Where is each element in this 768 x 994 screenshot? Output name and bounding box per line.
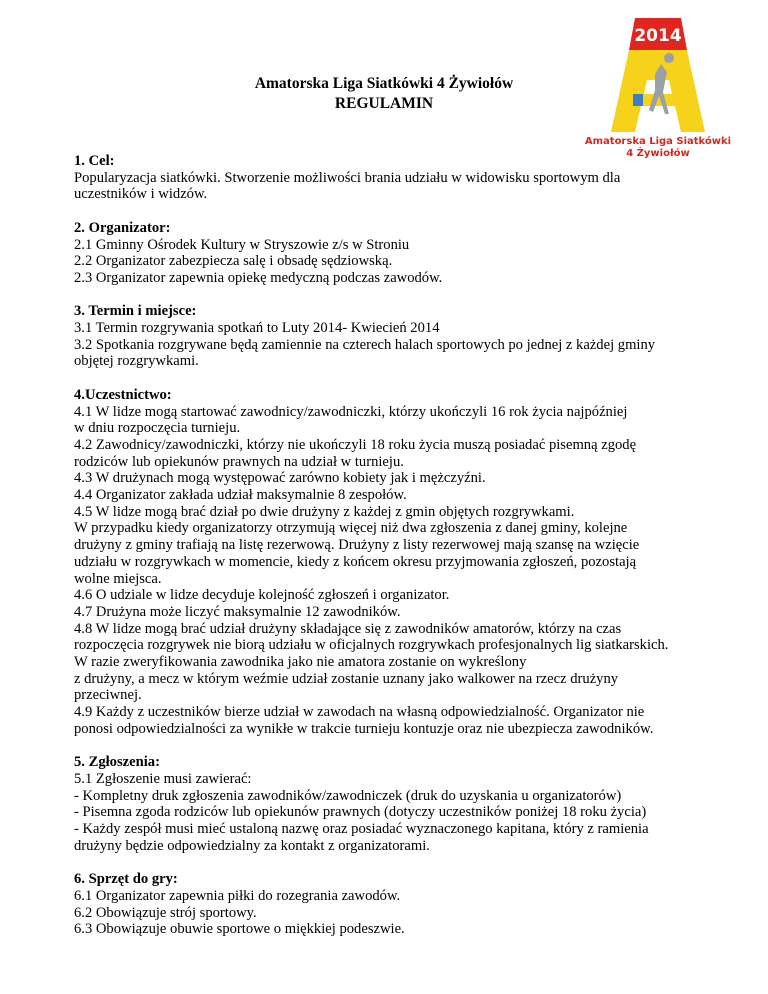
section-line: 6.1 Organizator zapewnia piłki do rozegrania zawodów. (74, 887, 401, 904)
document-subtitle: REGULAMIN (334, 95, 434, 112)
section-line: 4.7 Drużyna może liczyć maksymalnie 12 zawodników. (74, 603, 401, 620)
section-line: 6.2 Obowiązuje strój sportowy. (74, 904, 257, 921)
section-line: 2.3 Organizator zapewnia opiekę medyczną podczas zawodów. (74, 269, 443, 286)
section-line: przeciwnej. (74, 687, 142, 704)
logo-caption-line1: Amatorska Liga Siatkówki (584, 136, 732, 147)
section-line: 3.2 Spotkania rozgrywane będą zamiennie na czterech halach sportowych po jednej z każdej gminy (74, 336, 656, 353)
section-line: 4.1 W lidze mogą startować zawodnicy/zawodniczki, którzy ukończyli 16 rok życia najpóźniej (74, 403, 628, 420)
section-line: udziału w rozgrywkach w momencie, kiedy z końcem okresu przyjmowania zgłoszeń, pozostają (74, 553, 637, 570)
league-logo-graphic (583, 14, 733, 138)
section-title: 3. Termin i miejsce: (74, 303, 197, 320)
section-line: uczestników i widzów. (74, 186, 208, 203)
section-title: 4.Uczestnictwo: (74, 386, 172, 403)
section-line: 4.5 W lidze mogą brać dział po dwie drużyny z każdej z gmin objętych rozgrywkami. (74, 503, 575, 520)
section-line: 5.1 Zgłoszenie musi zawierać: (74, 770, 252, 787)
section-zgloszenia (74, 754, 724, 854)
section-line: 4.2 Zawodnicy/zawodniczki, którzy nie ukończyli 18 roku życia muszą posiadać pisemną zgodę (74, 436, 637, 453)
section-line: - Kompletny druk zgłoszenia zawodników/zawodniczek (druk do uzyskania u organizatorów) (74, 787, 622, 804)
section-line: rozpoczęcia rozgrywek nie biorą udziału w oficjalnych rozgrywkach profesjonalnych lig siatkarskich. (74, 637, 669, 654)
section-line: 2.1 Gminny Ośrodek Kultury w Stryszowie z/s w Stroniu (74, 236, 410, 253)
section-line: z drużyny, a mecz w którym weźmie udział zostanie uznany jako walkower na rzecz drużyny (74, 670, 619, 687)
section-line: 2.2 Organizator zabezpiecza salę i obsadę sędziowską. (74, 253, 393, 270)
document-title: Amatorska Liga Siatkówki 4 Żywiołów (254, 75, 514, 92)
section-line: 3.1 Termin rozgrywania spotkań to Luty 2014- Kwiecień 2014 (74, 320, 440, 336)
section-uczestnictwo (74, 387, 724, 738)
section-title: 2. Organizator: (74, 219, 171, 236)
section-termin (74, 303, 724, 370)
section-line: 6.3 Obowiązuje obuwie sportowe o miękkiej podeszwie. (74, 921, 405, 938)
section-line: - Każdy zespół musi mieć ustaloną nazwę oraz posiadać wyznaczonego kapitana, który z ramienia (74, 821, 649, 838)
section-line: 4.8 W lidze mogą brać udział drużyny składające się z zawodników amatorów, którzy na czas (74, 620, 622, 637)
section-line: W razie zweryfikowania zawodnika jako nie amatora zostanie on wykreślony (74, 654, 527, 671)
logo-caption-line2: 4 Żywiołów (626, 148, 690, 159)
section-title: 5. Zgłoszenia: (74, 754, 160, 771)
section-line: w dniu rozpoczęcia turnieju. (74, 420, 241, 437)
section-line: drużyny z gminy trafiają na listę rezerwową. Drużyny z listy rezerwowej mają szansę na wzięcie (74, 537, 640, 554)
section-line: - Pisemna zgoda rodziców lub opiekunów prawnych (dotyczy uczestników poniżej 18 roku życia) (74, 804, 647, 821)
section-line: ponosi odpowiedzialności za wynikłe w trakcie turnieju kontuzje oraz nie ubezpiecza zawodników. (74, 720, 654, 737)
section-line: 4.9 Każdy z uczestników bierze udział w zawodach na własną odpowiedzialność. Organizator nie (74, 704, 645, 721)
section-line: objętej rozgrywkami. (74, 353, 199, 370)
section-line: W przypadku kiedy organizatorzy otrzymują więcej niż dwa zgłoszenia z danej gminy, kolejne (74, 520, 628, 537)
logo-small-emblem (633, 94, 643, 106)
section-title: 1. Cel: (74, 153, 115, 169)
section-line: 4.4 Organizator zakłada udział maksymalnie 8 zespołów. (74, 487, 407, 504)
section-cel (74, 153, 724, 203)
document-body (74, 153, 724, 955)
section-line: drużyny będzie odpowiedzialny za kontakt z organizatorami. (74, 837, 430, 854)
section-line: Popularyzacja siatkówki. Stworzenie możliwości brania udziału w widowisku sportowym dla (74, 169, 621, 186)
section-organizator (74, 220, 724, 287)
logo-ball-icon (664, 53, 674, 63)
section-line: rodziców lub opiekunów prawnych na udział w turnieju. (74, 453, 404, 470)
section-line: wolne miejsca. (74, 570, 162, 587)
section-line: 4.3 W drużynach mogą występować zarówno kobiety jak i mężczyźni. (74, 470, 486, 487)
logo-year: 2014 (634, 26, 682, 46)
section-line: 4.6 O udziale w lidze decyduje kolejność zgłoszeń i organizator. (74, 587, 450, 604)
section-title: 6. Sprzęt do gry: (74, 871, 178, 888)
section-sprzet (74, 871, 724, 938)
